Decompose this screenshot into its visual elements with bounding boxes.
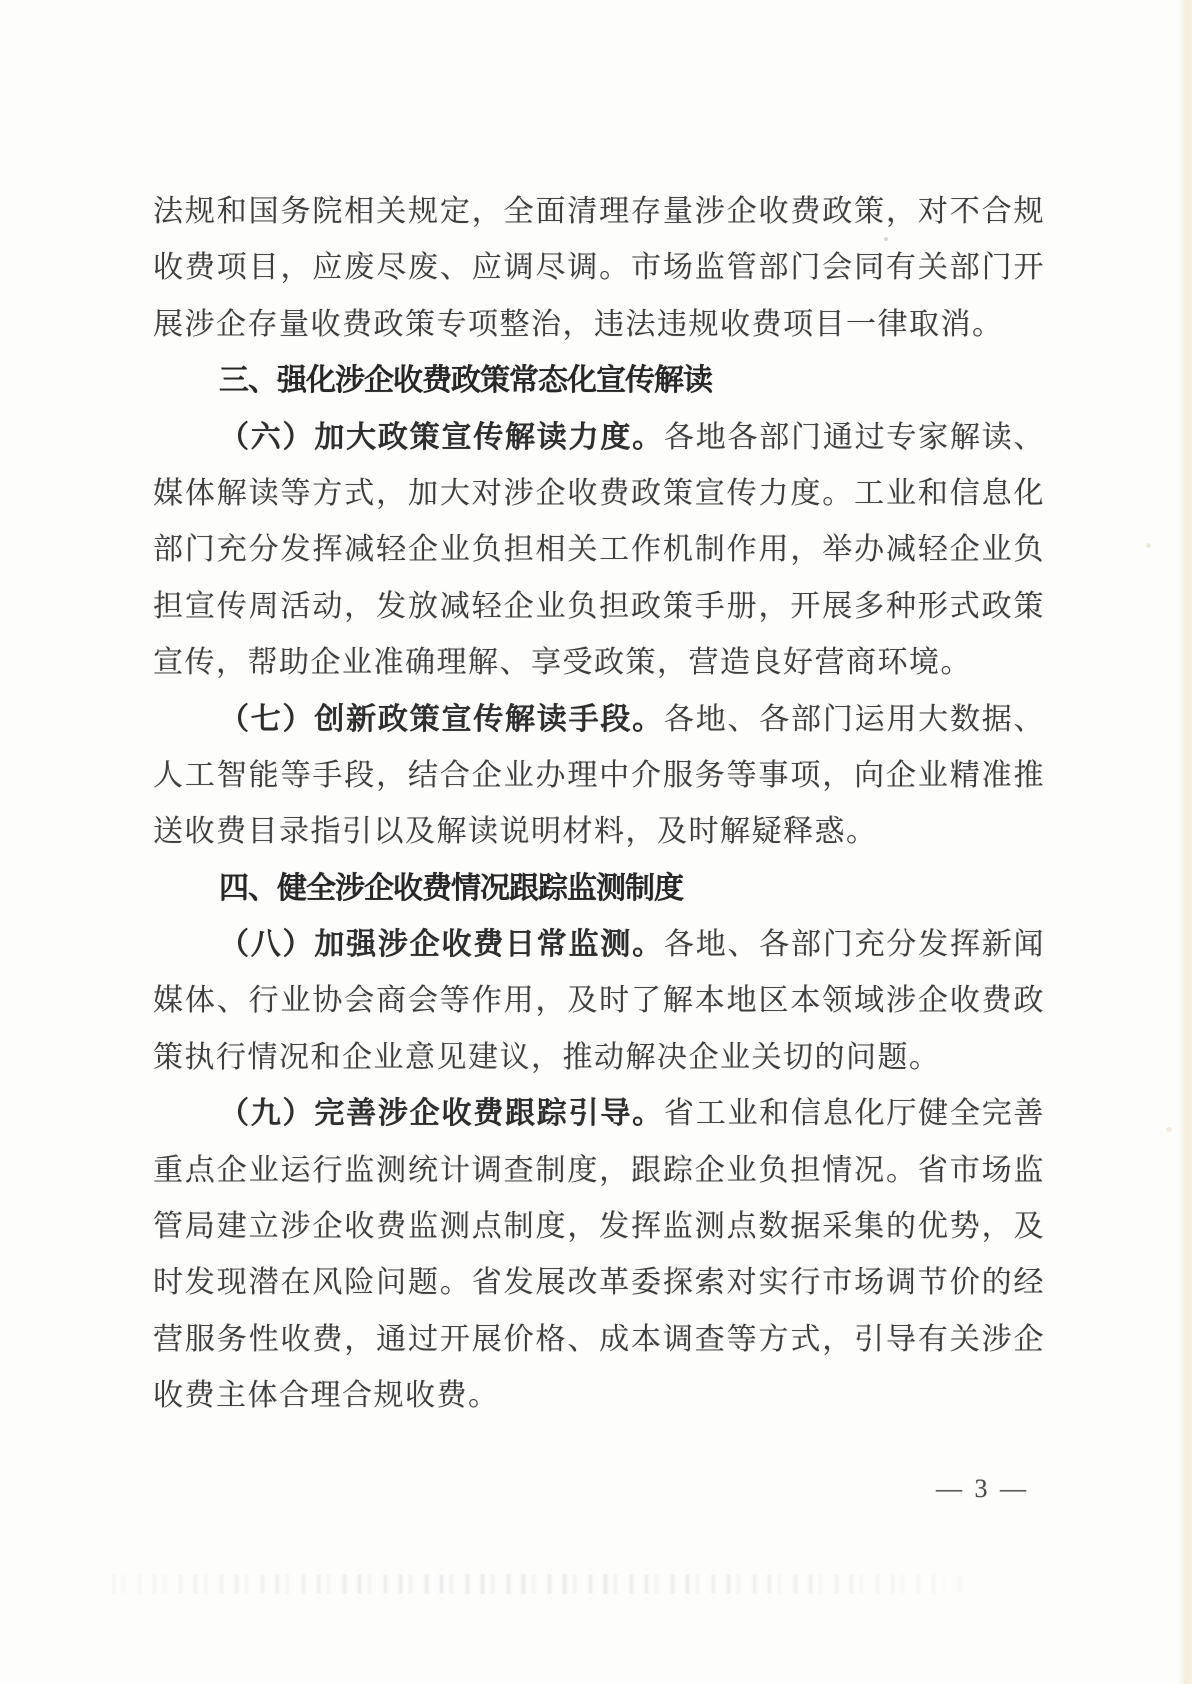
text-line [153, 917, 1045, 973]
paragraph-lead: （七）创新政策宣传解读手段。 [219, 702, 664, 736]
text-line: 营服务性收费，通过开展价格、成本调查等方式，引导有关涉企 [153, 1322, 1045, 1356]
text-line [153, 1086, 1045, 1142]
text-line: 策执行情况和企业意见建议，推动解决企业关切的问题。 [153, 1040, 941, 1074]
scan-ghost-band [112, 1574, 962, 1594]
text-line: 收费主体合理合规收费。 [153, 1379, 500, 1413]
text-line: 媒体、行业协会商会等作用，及时了解本地区本领域涉企收费政 [153, 984, 1045, 1018]
text-line: 重点企业运行监测统计调查制度，跟踪企业负担情况。省市场监 [153, 1153, 1045, 1187]
scan-speck [1146, 543, 1151, 548]
text-line: 时发现潜在风险问题。省发展改革委探索对实行市场调节价的经 [153, 1266, 1045, 1300]
text-line: 宣传，帮助企业准确理解、享受政策，营造良好营商环境。 [153, 646, 972, 680]
paragraph-lead: （九）完善涉企收费跟踪引导。 [219, 1097, 664, 1131]
text-line: 媒体解读等方式，加大对涉企收费政策宣传力度。工业和信息化 [153, 476, 1045, 510]
text-line: 送收费目录指引以及解读说明材料，及时解疑释惑。 [153, 815, 878, 849]
section-heading: 四、健全涉企收费情况跟踪监测制度 [219, 871, 683, 905]
scan-speck [884, 237, 888, 241]
page-number: — 3 — [936, 1474, 1029, 1503]
paragraph-lead: （六）加大政策宣传解读力度。 [219, 420, 664, 454]
paragraph-text: 各地、各部门充分发挥新闻 [663, 928, 1046, 962]
text-line [153, 410, 1045, 466]
text-line: 法规和国务院相关规定，全面清理存量涉企收费政策，对不合规 [153, 195, 1045, 228]
scan-speck [1166, 1127, 1172, 1132]
text-line: 管局建立涉企收费监测点制度，发挥监测点数据采集的优势，及 [153, 1210, 1045, 1244]
section-heading: 三、强化涉企收费政策常态化宣传解读 [219, 364, 712, 398]
paragraph-text: 各地、各部门运用大数据、 [663, 702, 1046, 736]
text-line: 部门充分发挥减轻企业负担相关工作机制作用，举办减轻企业负 [153, 533, 1045, 567]
text-line [153, 692, 1045, 748]
paragraph-lead: （八）加强涉企收费日常监测。 [219, 928, 664, 962]
text-line: 担宣传周活动，发放减轻企业负担政策手册，开展多种形式政策 [153, 589, 1045, 623]
text-line: 展涉企存量收费政策专项整治，违法违规收费项目一律取消。 [153, 307, 1004, 341]
text-line: 收费项目，应废尽废、应调尽调。市场监管部门会同有关部门开 [153, 251, 1045, 285]
paragraph-text: 省工业和信息化厅健全完善 [663, 1097, 1046, 1131]
page-edge-band [1178, 0, 1192, 1684]
paragraph-text: 各地各部门通过专家解读、 [663, 420, 1046, 454]
text-line: 人工智能等手段，结合企业办理中介服务等事项，向企业精准推 [153, 758, 1045, 792]
text-block [153, 184, 1045, 1425]
